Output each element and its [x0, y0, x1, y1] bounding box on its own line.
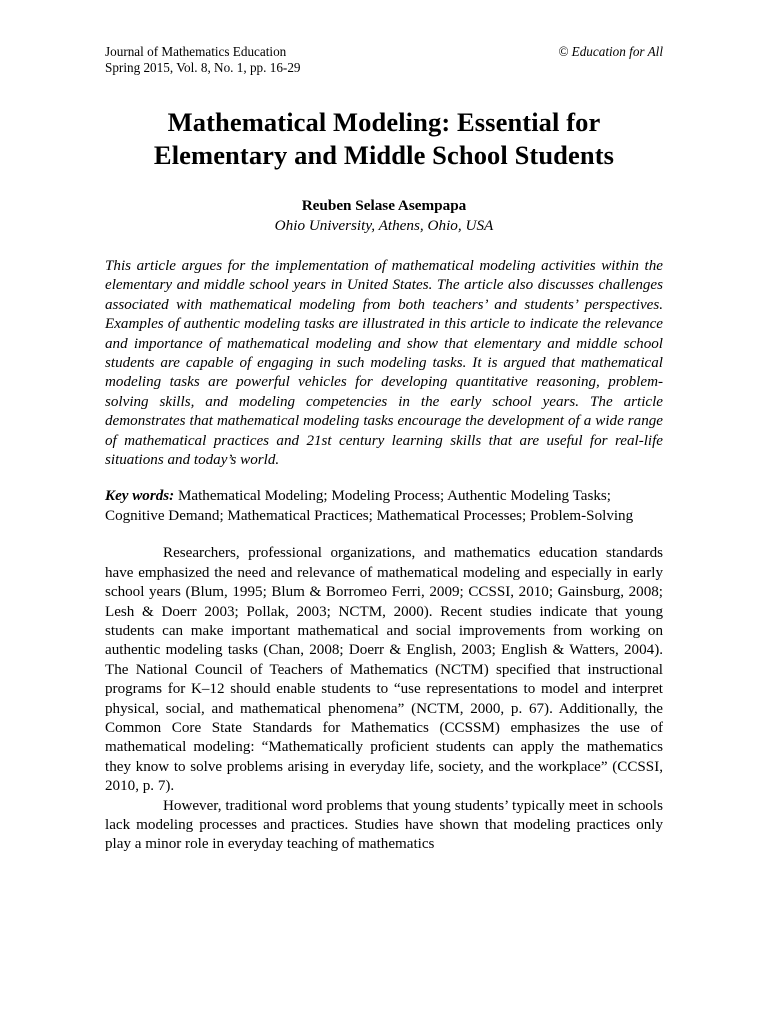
page-content-column	[105, 44, 663, 855]
body-paragraph: However, traditional word problems that young students’ typically meet in schools lack modeling processes and practices. Studies have shown that modeling practices only play a minor role in everyday teaching of mathematics	[105, 797, 663, 853]
running-head	[105, 44, 663, 77]
keywords-section	[105, 487, 663, 526]
keywords-label: Key words:	[105, 488, 175, 505]
journal-issue-line: Spring 2015, Vol. 8, No. 1, pp. 16-29	[105, 60, 301, 76]
keywords-list: Mathematical Modeling; Modeling Process; Authentic Modeling Tasks; Cognitive Demand; Mathematical Practices; Mathematical Processes; Problem-Solving	[105, 488, 634, 524]
article-title: Mathematical Modeling: Essential for Elementary and Middle School Students	[153, 107, 615, 170]
article-body	[105, 544, 663, 855]
body-paragraph: Researchers, professional organizations, and mathematics education standards have emphasized the need and relevance of mathematical modeling and especially in early school years (Blum, 1995; Blum & Borromeo Ferri, 2009; CCSSI, 2010; Gainsburg, 2008; Lesh & Doerr 2003; Pollak, 2003; NCTM, 2000). Recent studies indicate that young students can make important mathematical and social improvements from working on authentic modeling tasks (Chan, 2008; Doerr & English, 2003; English & Watters, 2004). The National Council of Teachers of Mathematics (NCTM) specified that instructional programs for K–12 should enable students to “use representations to model and interpret physical, social, and mathematical phenomena” (NCTM, 2000, p. 67). Additionally, the Common Core State Standards for Mathematics (CCSSM) emphasizes the use of mathematical modeling: “Mathematically proficient students can apply the mathematics they know to solve problems arising in everyday life, society, and the workplace” (CCSSI, 2010, p. 7).	[105, 545, 663, 795]
article-abstract: This article argues for the implementation of mathematical modeling activities within the elementary and middle school years in United States. The article also discusses challenges associated with mathematical modeling from both teachers’ and students’ perspectives. Examples of authentic modeling tasks are illustrated in this article to indicate the relevance and importance of mathematical modeling and show that elementary and middle school students are capable of engaging in such modeling tasks. It is argued that mathematical modeling tasks are powerful vehicles for developing quantitative reasoning, problem-solving skills, and modeling competencies in the early school years. The article demonstrates that mathematical modeling tasks encourage the development of a wide range of mathematical practices and 21st century learning skills that are useful for real-life situations and today’s world.	[105, 258, 663, 469]
copyright-notice: © Education for All	[558, 44, 663, 59]
journal-name: Journal of Mathematics Education	[105, 44, 287, 59]
article-author: Reuben Selase Asempapa	[301, 197, 467, 214]
author-affiliation: Ohio University, Athens, Ohio, USA	[274, 216, 494, 234]
